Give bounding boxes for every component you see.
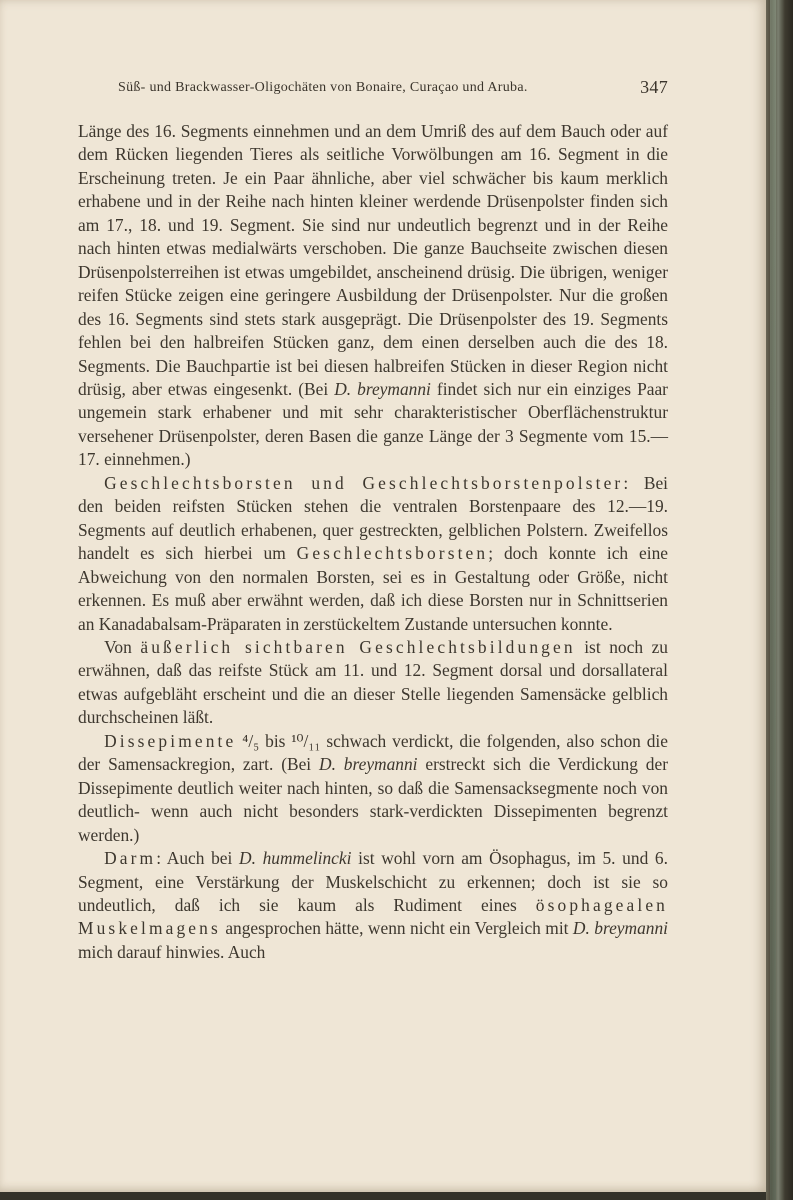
text-run: ist noch zu erwähnen, daß das reifste Stück am 11. und 12. Segment dorsal und dorsallateral etwas aufgebläht erscheint und die an dieser Stelle liegenden Samensäcke gelblich durchscheinen läßt.: [78, 636, 668, 728]
paragraph-3: [78, 636, 668, 730]
paragraph-5: [78, 847, 668, 964]
text-run: erstreckt sich die Verdickung der Dissepimente deutlich weiter nach hinten, so daß die Samensacksegmente noch von deutlich- wenn auch nicht besonders stark-verdickten Dissepimenten begrenzt werden.): [78, 754, 668, 845]
section-heading: Geschlechtsborsten und Geschlechtsborstenpolster:: [104, 472, 632, 493]
text-run: ; doch konnte ich eine Abweichung von den normalen Borsten, sei es in Gestaltung oder Größe, nicht erkennen. Es muß aber erwähnt werden, daß ich diese Borsten nur in Schnittserien an Kanadabalsam-Präparaten in zerstückeltem Zustande untersuchen konnte.: [78, 543, 668, 634]
emphasis: ösophagealen Muskelmagens: [78, 894, 668, 939]
paragraph-2: [78, 472, 668, 636]
body-text: [78, 120, 668, 964]
text-run: Bei den beiden reifsten Stücken stehen die ventralen Borstenpaare des 12.—19. Segments auf deutlich erhabenen, quer gestreckten, gelblichen Polstern. Zweifellos handelt es sich hierbei um: [78, 472, 668, 564]
species-name: D. hummelincki: [239, 848, 352, 869]
text-run: Länge des 16. Segments einnehmen und an dem Umriß des auf dem Bauch oder auf dem Rücken liegenden Tieres als seitliche Vorwölbungen am 16. Segment in die Erscheinung treten. Je ein Paar ähnliche, aber viel schwächer bis kaum merklich erhabene und in der Reihe nach hinten kleiner werdende Drüsenpolster finden sich am 17., 18. und 19. Segment. Sie sind nur undeutlich begrenzt und in der Reihe nach hinten etwas medialwärts verschoben. Die ganze Bauchseite zwischen diesen Drüsenpolsterreihen ist etwas umgebildet, anscheinend drüsig. Die übrigen, weniger reifen Stücke zeigen eine geringere Ausbildung der Drüsenpolster. Nur die großen des 16. Segments sind stets stark ausgeprägt. Die Drüsenpolster des 19. Segments fehlen bei den halbreifen Stücken ganz, dem einen derselben auch die des 18. Segments. Die Bauchpartie ist bei diesen halbreifen Stücken in dieser Region nicht drüsig, aber etwas eingesenkt. (Bei: [78, 121, 668, 399]
book-cover-edge: [770, 0, 776, 1200]
running-title: Süß- und Brackwasser-Oligochäten von Bonaire, Curaçao und Aruba.: [118, 80, 528, 95]
paragraph-1: [78, 120, 668, 472]
species-name: D. breymanni: [334, 378, 431, 399]
text-run: : Auch bei: [156, 848, 240, 869]
text-run: Von: [104, 636, 141, 657]
emphasis: Geschlechtsborsten: [296, 543, 489, 564]
text-run: ⁴/₅ bis ¹⁰/₁₁ schwach verdickt, die folgenden, also schon die der Samensackregion, zart. (Bei: [78, 730, 668, 775]
section-heading: Dissepimente: [104, 730, 237, 751]
section-heading: Darm: [104, 848, 157, 869]
paragraph-4: [78, 730, 668, 847]
emphasis: äußerlich sichtbaren Geschlechtsbildungen: [140, 636, 576, 657]
text-run: mich darauf hinwies. Auch: [78, 941, 266, 962]
species-name: D. breymanni: [319, 754, 418, 775]
species-name: D. breymanni: [572, 918, 668, 939]
page-number: 347: [640, 77, 668, 97]
text-run: angesprochen hätte, wenn nicht ein Vergleich mit: [220, 918, 573, 939]
text-run: findet sich nur ein einziges Paar ungemein stark erhabener und mit sehr charakteristischer Oberflächenstruktur versehener Drüsenpolster, deren Basen die ganze Länge der 3 Segmente vom 15.—17. einnehmen.): [78, 378, 668, 470]
text-run: ist wohl vorn am Ösophagus, im 5. und 6. Segment, eine Verstärkung der Muskelschicht zu erkennen; doch ist sie so undeutlich, daß ich sie kaum als Rudiment eines: [78, 848, 668, 915]
